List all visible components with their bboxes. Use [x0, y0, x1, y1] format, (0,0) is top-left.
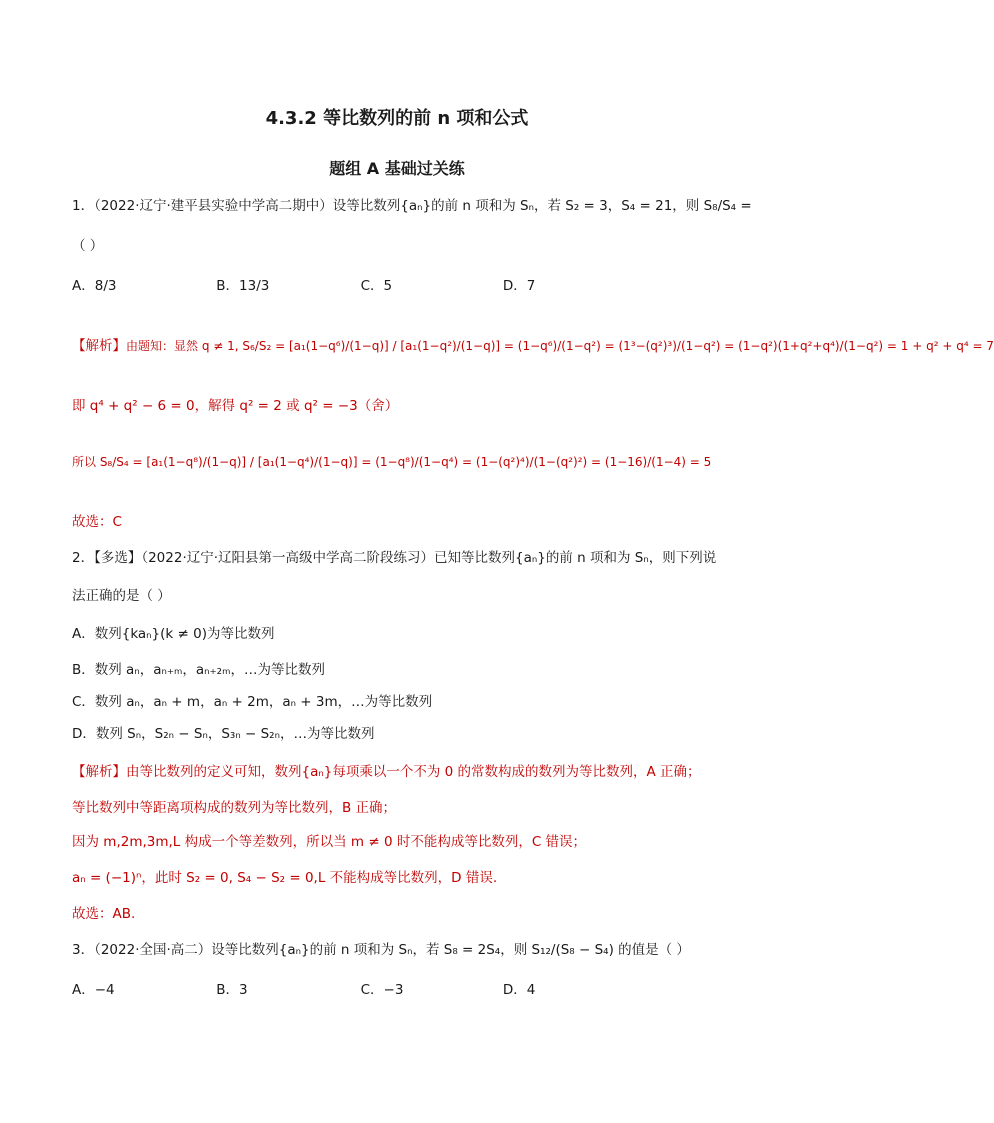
q2-option-d[interactable]: D．数列 Sₙ，S₂ₙ − Sₙ，S₃ₙ − S₂ₙ，…为等比数列	[72, 726, 375, 742]
q1-analysis-tag: 【解析】	[72, 338, 126, 354]
q3-option-d[interactable]: D．4	[502, 982, 536, 998]
q2-analysis-tag: 【解析】	[72, 764, 126, 780]
q1-analysis-text1: 由题知：显然 q ≠ 1, S₆/S₂ = [a₁(1−q⁶)/(1−q)] / [a₁(1−q²)/(1−q)] = (1−q⁶)/(1−q²) = (1³−(q²)³)/(1−q²) = (1−q²)(1+q²+q⁴)/(1−q²) = 1 + q² + q⁴ = 7	[126, 339, 994, 353]
q2-analysis-line4: aₙ = (−1)ⁿ，此时 S₂ = 0, S₄ − S₂ = 0,L 不能构成等比数列，D 错误.	[72, 870, 498, 886]
q1-analysis-line2: 即 q⁴ + q² − 6 = 0，解得 q² = 2 或 q² = −3（舍）	[72, 398, 399, 414]
q2-analysis-line2: 等比数列中等距离项构成的数列为等比数列，B 正确；	[72, 800, 397, 816]
q1-stem: 1．（2022·辽宁·建平县实验中学高二期中）设等比数列{aₙ}的前 n 项和为 Sₙ，若 S₂ = 3，S₄ = 21，则 S₈/S₄ =	[72, 198, 752, 214]
section-subtitle: 题组 A 基础过关练	[329, 159, 465, 178]
q2-stem-line2: 法正确的是（ ）	[72, 588, 171, 604]
q1-paren: （ ）	[72, 238, 104, 254]
q1-analysis-line1	[72, 336, 994, 356]
q2-analysis-text1: 由等比数列的定义可知，数列{aₙ}每项乘以一个不为 0 的常数构成的数列为等比数列，A 正确；	[126, 764, 701, 780]
q2-option-c[interactable]: C．数列 aₙ，aₙ + m，aₙ + 2m，aₙ + 3m，…为等比数列	[72, 694, 433, 710]
q2-option-a[interactable]: A．数列{kaₙ}(k ≠ 0)为等比数列	[72, 626, 275, 642]
q1-option-a[interactable]: A．8/3	[72, 278, 117, 294]
q3-options	[72, 980, 535, 1000]
q3-option-c[interactable]: C．−3	[360, 982, 404, 998]
q2-answer: 故选：AB.	[72, 906, 136, 922]
q1-option-c[interactable]: C．5	[360, 278, 393, 294]
q1-options	[72, 276, 535, 296]
q2-analysis-line1	[72, 762, 701, 782]
q2-stem-line1: 2．【多选】（2022·辽宁·辽阳县第一高级中学高二阶段练习）已知等比数列{aₙ}的前 n 项和为 Sₙ，则下列说	[72, 550, 717, 566]
q1-option-d[interactable]: D．7	[502, 278, 536, 294]
q1-option-b[interactable]: B．13/3	[216, 278, 270, 294]
page-title: 4.3.2 等比数列的前 n 项和公式	[265, 108, 529, 129]
q1-answer: 故选：C	[72, 514, 122, 530]
q3-stem: 3．（2022·全国·高二）设等比数列{aₙ}的前 n 项和为 Sₙ，若 S₈ = 2S₄，则 S₁₂/(S₈ − S₄) 的值是（ ）	[72, 942, 690, 958]
q2-option-b[interactable]: B．数列 aₙ，aₙ₊ₘ，aₙ₊₂ₘ，…为等比数列	[72, 662, 325, 678]
q3-option-a[interactable]: A．−4	[72, 982, 115, 998]
q2-analysis-line3: 因为 m,2m,3m,L 构成一个等差数列，所以当 m ≠ 0 时不能构成等比数列，C 错误；	[72, 834, 587, 850]
q1-analysis-line3: 所以 S₈/S₄ = [a₁(1−q⁸)/(1−q)] / [a₁(1−q⁴)/(1−q)] = (1−q⁸)/(1−q⁴) = (1−(q²)⁴)/(1−(q²)²) = (1−16)/(1−4) = 5	[72, 455, 712, 469]
q3-option-b[interactable]: B．3	[216, 982, 248, 998]
